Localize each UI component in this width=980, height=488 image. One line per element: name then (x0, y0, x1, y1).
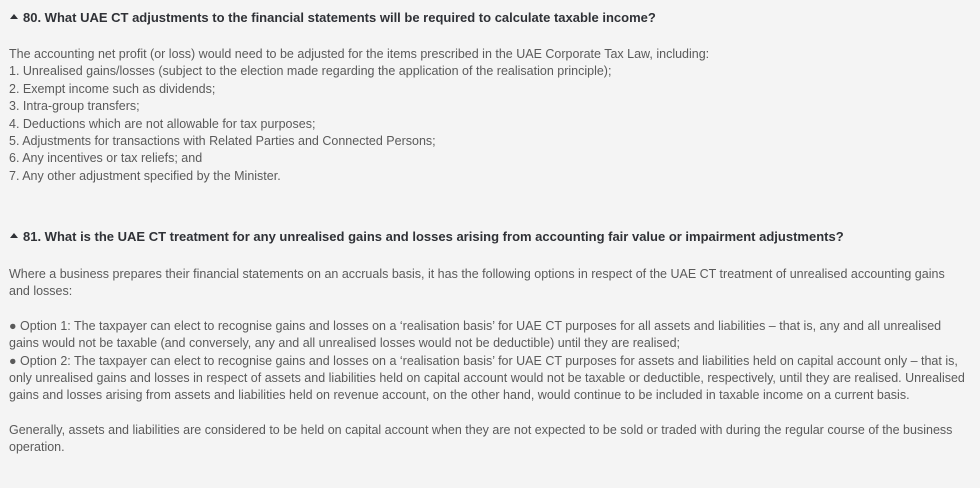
paragraph-gap (9, 301, 969, 318)
option-2-text: ● Option 2: The taxpayer can elect to recognise gains and losses on a ‘realisation basis’ for UAE CT purposes for assets and liabilities held on capital account only – that is, only unrealised gains and losses in respect of assets and liabilities held on capital account would not be taxable or deductible, respectively, until they are realised. Unrealised gains and losses arising from assets and liabilities held on revenue account, on the other hand, would continue to be included in taxable income on a current basis. (9, 353, 965, 403)
list-item: 2. Exempt income such as dividends; (9, 81, 216, 96)
faq-question-text: 80. What UAE CT adjustments to the financial statements will be required to calculate taxable income? (23, 9, 656, 25)
list-item: 3. Intra-group transfers; (9, 99, 140, 114)
caret-up-icon[interactable] (10, 14, 18, 19)
list-item: 4. Deductions which are not allowable for tax purposes; (9, 116, 316, 131)
paragraph-gap (9, 405, 969, 422)
answer-intro: The accounting net profit (or loss) would need to be adjusted for the items prescribed in the UAE Corporate Tax Law, including: (9, 47, 710, 61)
list-item: 7. Any other adjustment specified by the Minister. (9, 168, 281, 183)
list-item: 6. Any incentives or tax reliefs; and (9, 151, 203, 166)
faq-question-80[interactable] (9, 7, 969, 27)
faq-item-80 (9, 7, 969, 185)
closing-text: Generally, assets and liabilities are considered to be held on capital account when they are not expected to be sold or traded with during the regular course of the business operation. (9, 422, 953, 455)
answer-intro: Where a business prepares their financial statements on an accruals basis, it has the following options in respect of the UAE CT treatment of unrealised accounting gains and losses: (9, 267, 945, 299)
faq-answer-80 (9, 46, 969, 185)
list-item: 5. Adjustments for transactions with Related Parties and Connected Persons; (9, 134, 436, 149)
option-1-text: ● Option 1: The taxpayer can elect to recognise gains and losses on a ‘realisation basis’ for UAE CT purposes for all assets and liabilities – that is, any and all unrealised gains would not be taxable (and conversely, any and all unrealised losses would not be deductible) until they are realised; (9, 318, 942, 351)
list-item: 1. Unrealised gains/losses (subject to the election made regarding the application of the realisation principle); (9, 64, 612, 79)
faq-item-81 (9, 226, 969, 457)
faq-question-text: 81. What is the UAE CT treatment for any unrealised gains and losses arising from accounting fair value or impairment adjustments? (23, 228, 844, 244)
caret-up-icon[interactable] (10, 233, 18, 238)
faq-answer-81 (9, 266, 969, 457)
faq-question-81[interactable] (9, 226, 969, 246)
